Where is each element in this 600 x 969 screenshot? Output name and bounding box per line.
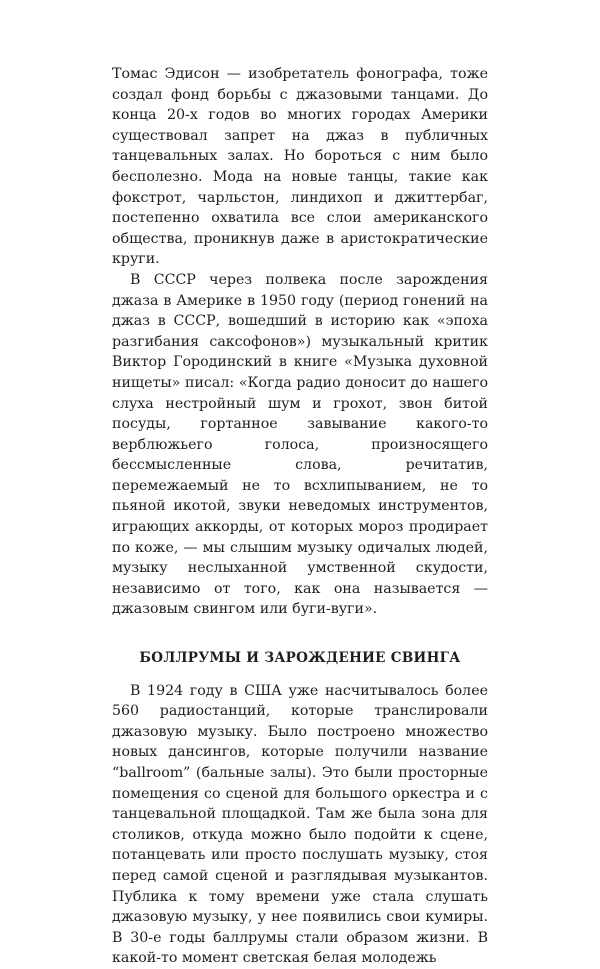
paragraph-ballrooms: В 1924 году в США уже насчитывалось более 560 радиостанций, которые транслировали джазовую музыку. Было построено множество новых дансингов, которые получили название “ballroom” (бальные залы). Это были просторные помещения со сценой для большого оркестра и с танцевальной площадкой. Там же была зона для столиков, откуда можно было подойти к сцене, потанцевать или просто послушать музыку, стоя перед самой сценой и разглядывая музыкантов. Публика к тому времени уже стала слушать джазовую музыку, у нее появились свои кумиры. В 30-е годы баллрумы стали образом жизни. В какой-то момент светская белая молодежь xyxy=(112,682,488,967)
paragraph-ussr-critic: В СССР через полвека после зарождения джаза в Америке в 1950 году (период гонений на джаз в СССР, вошедший в историю как «эпоха разгибания саксофонов») музыкальный критик Виктор Городинский в книге «Музыка духовной нищеты» писал: «Когда радио доносит до нашего слуха нестройный шум и грохот, звон битой посуды, гортанное завывание какого-то верблюжьего голоса, произносящего бессмысленные слова, речитатив, перемежаемый не то всхлипыванием, не то пьяной икотой, звуки неведомых инструментов, играющих аккорды, от которых мороз продирает по коже, — мы слышим музыку одичалых людей, музыку неслыханной умственной скудости, независимо от того, как она называется — джазовым свингом или буги-вуги». xyxy=(112,271,488,618)
book-page xyxy=(112,64,488,969)
paragraph-edison: Томас Эдисон — изобретатель фонографа, тоже создал фонд борьбы с джазовыми танцами. До конца 20-х годов во многих городах Америки существовал запрет на джаз в публичных танцевальных залах. Но бороться с ним было бесполезно. Мода на новые танцы, такие как фокстрот, чарльстон, линдихоп и джиттербаг, постепенно охватила все слои американского общества, проникнув даже в аристократические круги. xyxy=(112,66,488,268)
section-heading: БОЛЛРУМЫ И ЗАРОЖДЕНИЕ СВИНГА xyxy=(139,650,461,667)
